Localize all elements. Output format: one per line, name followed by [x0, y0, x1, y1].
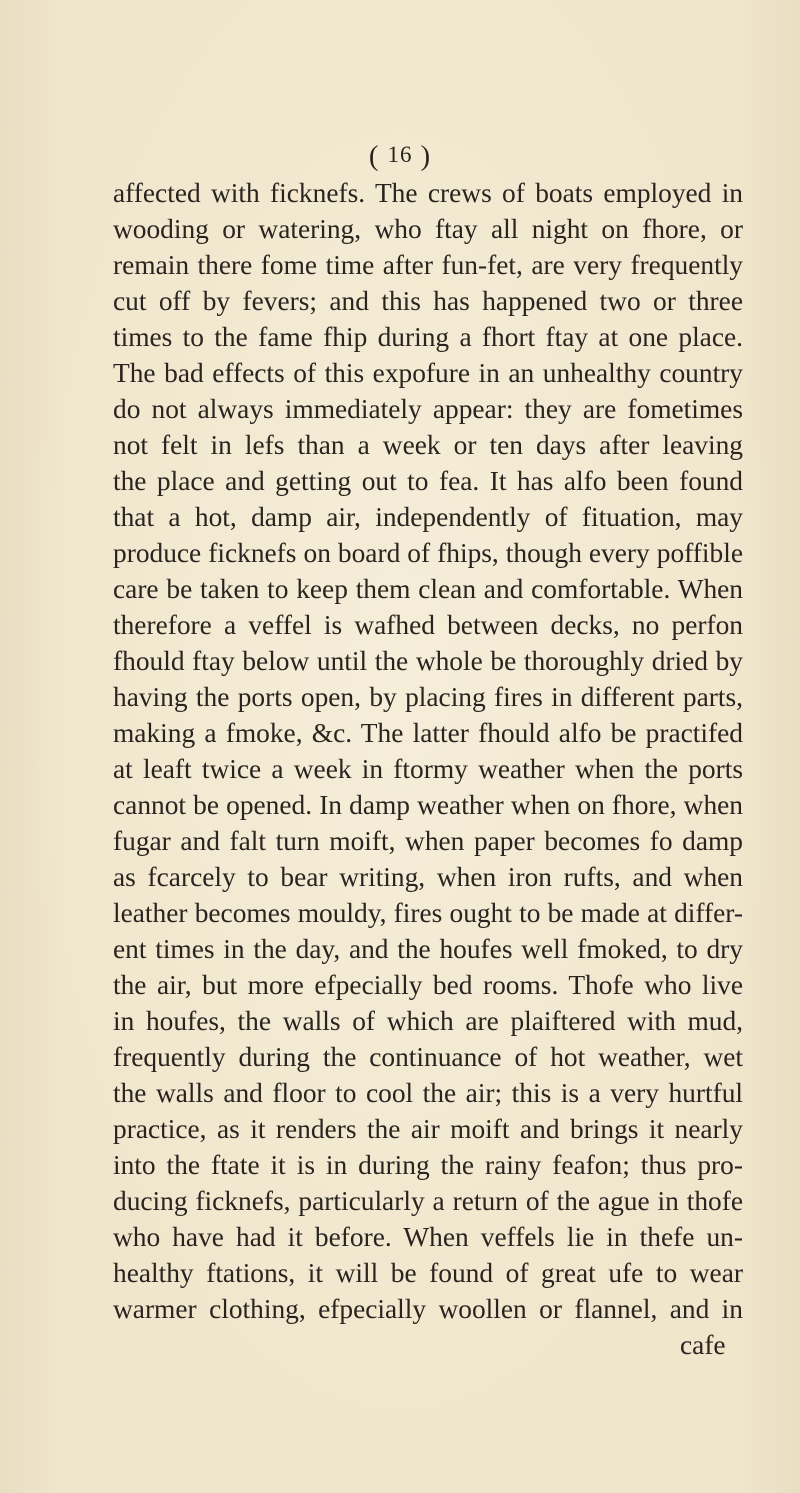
- text-line: affected with ficknefs. The crews of boats employed in: [113, 178, 743, 208]
- text-line: as fcarcely to bear writing, when iron rufts, and when: [113, 862, 743, 892]
- text-line: wooding or watering, who ftay all night on fhore, or: [113, 214, 743, 244]
- text-line: at leaft twice a week in ftormy weather when the ports: [113, 754, 743, 784]
- text-line: therefore a veffel is wafhed between decks, no perfon: [113, 610, 743, 640]
- page-number: 16: [387, 142, 413, 167]
- text-line: produce ficknefs on board of fhips, though every poffible: [113, 538, 743, 568]
- text-line: the air, but more efpecially bed rooms. Thofe who live: [113, 970, 743, 1000]
- text-line: healthy ftations, it will be found of great ufe to wear: [113, 1258, 743, 1288]
- text-line: frequently during the continuance of hot weather, wet: [113, 1042, 743, 1072]
- text-line: remain there fome time after fun-fet, are very frequently: [113, 250, 743, 280]
- folio-open-paren: (: [368, 140, 380, 172]
- text-line: ducing ficknefs, particularly a return of the ague in thofe: [113, 1186, 743, 1216]
- text-line: practice, as it renders the air moift and brings it nearly: [113, 1114, 743, 1144]
- folio-close-paren: ): [420, 140, 432, 172]
- text-line: not felt in lefs than a week or ten days after leaving: [113, 430, 743, 460]
- text-line: in houfes, the walls of which are plaiftered with mud,: [113, 1006, 743, 1036]
- text-line: leather becomes mouldy, fires ought to be made at differ-: [113, 898, 743, 928]
- text-line: ent times in the day, and the houfes well fmoked, to dry: [113, 934, 743, 964]
- page-number-header: [0, 140, 800, 173]
- text-line: the place and getting out to fea. It has alfo been found: [113, 466, 743, 496]
- text-line: care be taken to keep them clean and comfortable. When: [113, 574, 743, 604]
- text-line: that a hot, damp air, independently of fituation, may: [113, 502, 743, 532]
- text-line: fugar and falt turn moift, when paper becomes fo damp: [113, 826, 743, 856]
- text-line: fhould ftay below until the whole be thoroughly dried by: [113, 646, 743, 676]
- text-line: cannot be opened. In damp weather when on fhore, when: [113, 790, 743, 820]
- text-line: making a fmoke, &c. The latter fhould alfo be practifed: [113, 718, 743, 748]
- text-line: The bad effects of this expofure in an unhealthy country: [113, 358, 743, 388]
- text-line: the walls and floor to cool the air; this is a very hurtful: [113, 1078, 743, 1108]
- text-line: cut off by fevers; and this has happened two or three: [113, 286, 743, 316]
- text-line: times to the fame fhip during a fhort ftay at one place.: [113, 322, 743, 352]
- text-line: who have had it before. When veffels lie in thefe un-: [113, 1222, 743, 1252]
- text-line: warmer clothing, efpecially woollen or flannel, and in: [113, 1294, 743, 1324]
- text-line: having the ports open, by placing fires in different parts,: [113, 682, 743, 712]
- catchword: cafe: [680, 1330, 726, 1360]
- text-line: into the ftate it is in during the rainy feafon; thus pro-: [113, 1150, 743, 1180]
- text-line: do not always immediately appear: they are fometimes: [113, 394, 743, 424]
